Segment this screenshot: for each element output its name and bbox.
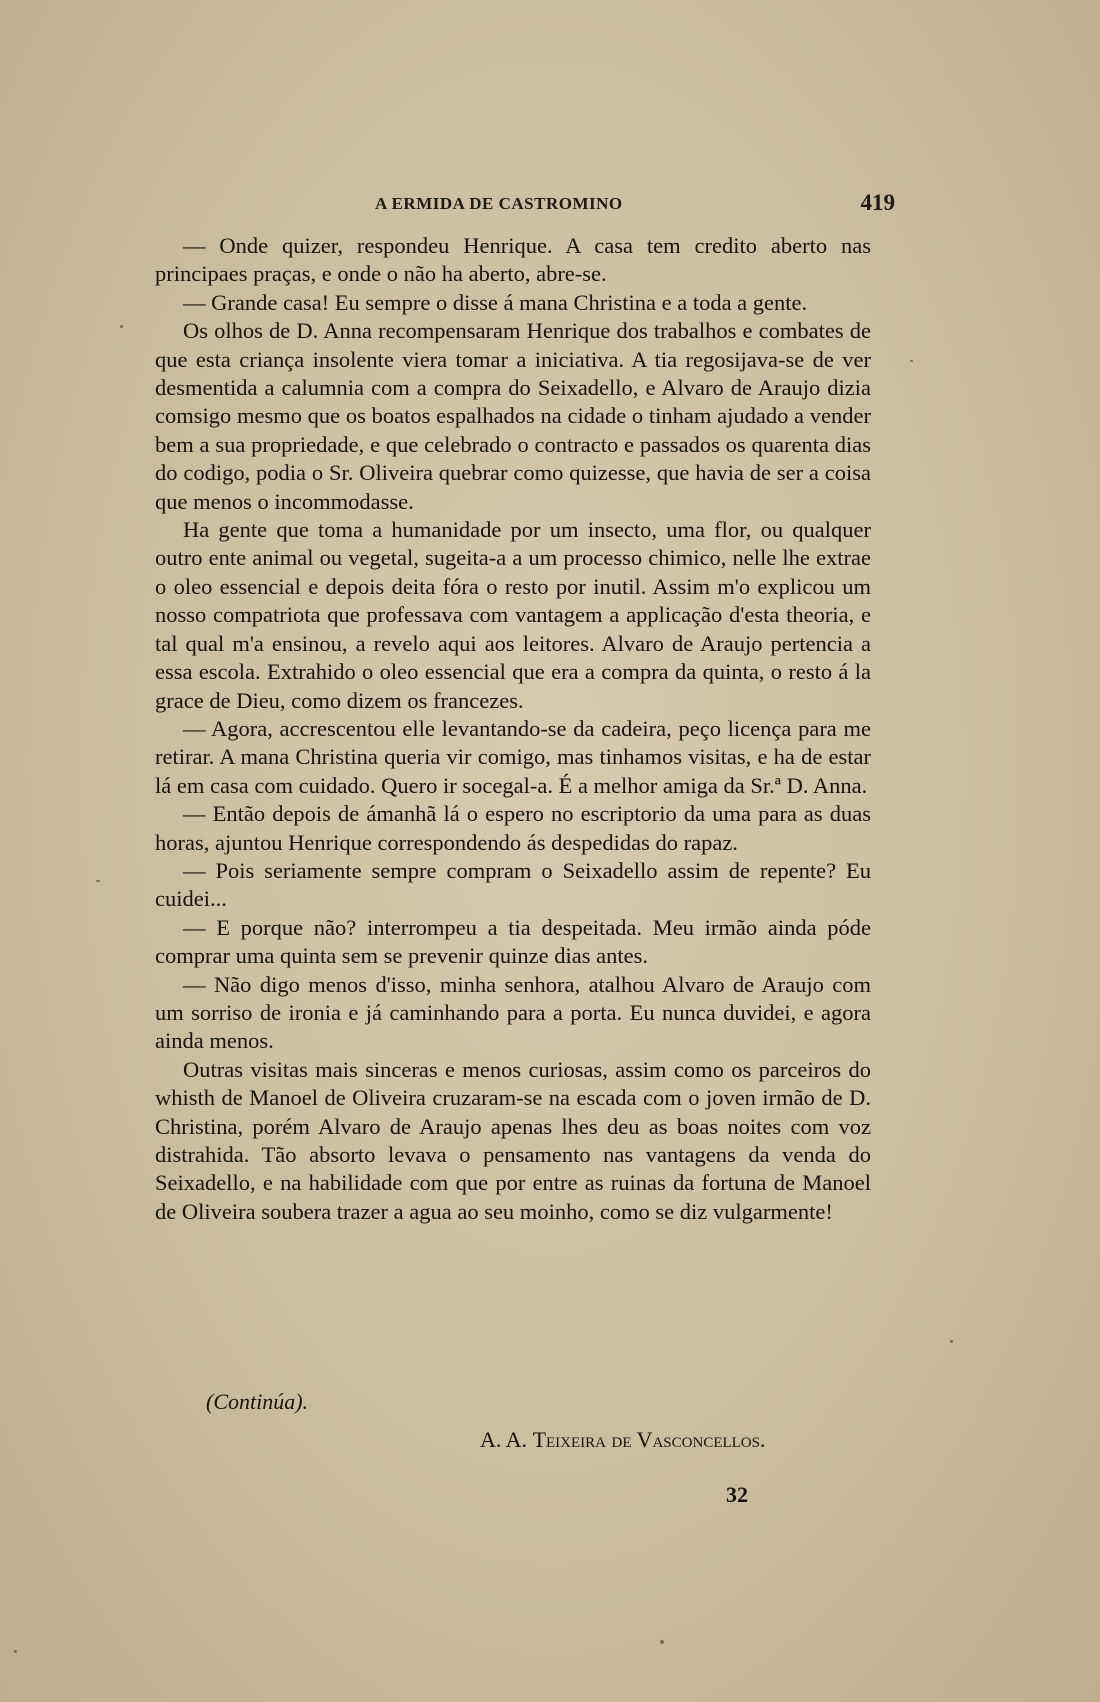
page-header	[155, 190, 895, 220]
continua-note: (Continúa).	[206, 1389, 309, 1414]
paragraph: Ha gente que toma a humanidade por um insecto, uma flor, ou qualquer outro ente animal ou vegetal, sugeita-a a um processo chimico, nelle lhe extrae o oleo essencial e depois deita fóra o resto por inutil. Assim m'o explicou um nosso compatriota que professava com vantagem a applicação d'esta theoria, e tal qual m'a ensinou, a revelo aqui aos leitores. Alvaro de Araujo pertencia a essa escola. Extrahido o oleo essencial que era a compra da quinta, o resto á la grace de Dieu, como dizem os francezes.	[155, 517, 871, 713]
paragraph: — Onde quizer, respondeu Henrique. A casa tem credito aberto nas principaes praças, e onde o não ha aberto, abre-se.	[155, 233, 871, 287]
paragraph: — Grande casa! Eu sempre o disse á mana Christina e a toda a gente.	[183, 289, 808, 315]
paper-speck	[950, 1340, 953, 1343]
paper-speck	[14, 1650, 17, 1653]
paragraph: — E porque não? interrompeu a tia despeitada. Meu irmão ainda póde comprar uma quinta sem se prevenir quinze dias antes.	[155, 914, 871, 969]
body-text	[155, 232, 871, 1226]
paragraph: Outras visitas mais sinceras e menos curiosas, assim como os parceiros do whisth de Manoel de Oliveira cruzaram-se na escada com o joven irmão de D. Christina, porém Alvaro de Araujo apenas lhes deu as boas noites com voz distrahida. Tão absorto levava o pensamento nas vantagens da venda do Seixadello, e na habilidade com que por entre as ruinas da fortuna de Manoel de Oliveira soubera trazer a agua ao seu moinho, como se diz vulgarmente!	[155, 1056, 871, 1224]
paper-speck	[96, 880, 100, 882]
signature-mark: 32	[726, 1482, 748, 1507]
page-number: 419	[860, 190, 895, 215]
author-name: Teixeira de Vasconcellos.	[532, 1427, 766, 1452]
paper-speck	[910, 360, 913, 362]
paper-speck	[120, 325, 123, 328]
paragraph: — Não digo menos d'isso, minha senhora, atalhou Alvaro de Araujo com um sorriso de ironia e já caminhando para a porta. Eu nunca duvidei, e agora ainda menos.	[155, 971, 871, 1054]
paragraph: — Agora, accrescentou elle levantando-se da cadeira, peço licença para me retirar. A mana Christina queria vir comigo, mas tinhamos visitas, e ha de estar lá em casa com cuidado. Quero ir socegal-a. É a melhor amiga da Sr.ª D. Anna.	[155, 715, 871, 798]
paragraph: Os olhos de D. Anna recompensaram Henrique dos trabalhos e combates de que esta criança insolente viera tomar a iniciativa. A tia regosijava-se de ver desmentida a calumnia com a compra do Seixadello, e Alvaro de Araujo dizia comsigo mesmo que os boatos espalhados na cidade o tinham ajudado a vender bem a sua propriedade, e que celebrado o contracto e passados os quarenta dias do codigo, podia o Sr. Oliveira quebrar como quizesse, que havia de ser a coisa que menos o incommodasse.	[155, 318, 871, 514]
paper-speck	[660, 1640, 664, 1644]
paragraph: — Então depois de ámanhã lá o espero no escriptorio da uma para as duas horas, ajuntou Henrique correspondendo ás despedidas do rapaz.	[155, 801, 871, 855]
paragraph: — Pois seriamente sempre compram o Seixadello assim de repente? Eu cuidei...	[155, 857, 871, 912]
author-signature	[480, 1427, 765, 1453]
author-initials: A. A.	[480, 1427, 528, 1452]
running-title: A ERMIDA DE CASTROMINO	[375, 194, 623, 213]
